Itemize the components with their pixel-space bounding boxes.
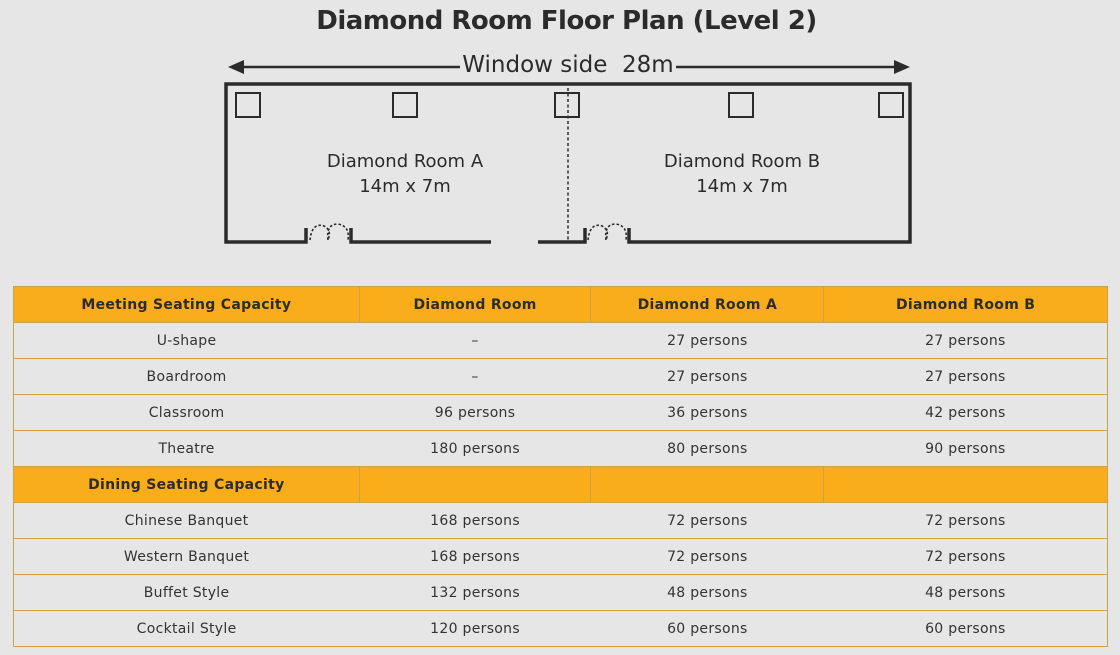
table-cell: 96 persons xyxy=(359,395,591,431)
window-side-label: Window side 28m xyxy=(462,52,674,78)
table-row xyxy=(14,539,1108,575)
meeting-header-label: Meeting Seating Capacity xyxy=(14,287,360,323)
table-row xyxy=(14,395,1108,431)
room-a-size: 14m x 7m xyxy=(359,176,451,197)
row-label: Buffet Style xyxy=(14,575,360,611)
dining-header-empty xyxy=(824,467,1108,503)
table-cell: 72 persons xyxy=(824,539,1108,575)
column-header-diamond-room: Diamond Room xyxy=(359,287,591,323)
table-cell: 72 persons xyxy=(824,503,1108,539)
table-cell: 48 persons xyxy=(824,575,1108,611)
table-cell: 36 persons xyxy=(591,395,824,431)
column-header-diamond-room-a: Diamond Room A xyxy=(591,287,824,323)
row-label: Boardroom xyxy=(14,359,360,395)
table-cell: 72 persons xyxy=(591,539,824,575)
table-cell: 60 persons xyxy=(591,611,824,647)
table-row xyxy=(14,323,1108,359)
pillar-icon xyxy=(879,93,903,117)
row-label: Theatre xyxy=(14,431,360,467)
arrowhead-left-icon xyxy=(228,60,244,74)
table-cell: 80 persons xyxy=(591,431,824,467)
table-cell: 168 persons xyxy=(359,539,591,575)
row-label: Classroom xyxy=(14,395,360,431)
table-row xyxy=(14,575,1108,611)
page-title: Diamond Room Floor Plan (Level 2) xyxy=(316,6,817,36)
dining-header-empty xyxy=(359,467,591,503)
row-label: Western Banquet xyxy=(14,539,360,575)
pillar-icon xyxy=(236,93,260,117)
pillar-icon xyxy=(729,93,753,117)
meeting-header-row xyxy=(14,287,1108,323)
table-cell: 72 persons xyxy=(591,503,824,539)
arrowhead-right-icon xyxy=(894,60,910,74)
row-label: Chinese Banquet xyxy=(14,503,360,539)
table-row xyxy=(14,431,1108,467)
pillars xyxy=(236,93,903,117)
table-row xyxy=(14,611,1108,647)
table-cell: 132 persons xyxy=(359,575,591,611)
table-cell: 27 persons xyxy=(591,323,824,359)
table-cell: 27 persons xyxy=(591,359,824,395)
row-label: U-shape xyxy=(14,323,360,359)
room-b-name: Diamond Room B xyxy=(663,151,821,172)
room-a-name: Diamond Room A xyxy=(326,151,484,172)
table-cell: 27 persons xyxy=(824,359,1108,395)
row-label: Cocktail Style xyxy=(14,611,360,647)
table-cell: 120 persons xyxy=(359,611,591,647)
pillar-icon xyxy=(393,93,417,117)
table-cell: 60 persons xyxy=(824,611,1108,647)
table-cell: 168 persons xyxy=(359,503,591,539)
table-cell: 48 persons xyxy=(591,575,824,611)
table-cell: – xyxy=(359,359,591,395)
column-header-diamond-room-b: Diamond Room B xyxy=(824,287,1108,323)
table-cell: 90 persons xyxy=(824,431,1108,467)
table-cell: – xyxy=(359,323,591,359)
table-cell: 42 persons xyxy=(824,395,1108,431)
dining-header-label: Dining Seating Capacity xyxy=(14,467,360,503)
door-icon xyxy=(310,224,348,240)
capacity-table xyxy=(13,286,1108,647)
floor-plan xyxy=(0,0,1120,270)
table-cell: 27 persons xyxy=(824,323,1108,359)
door-icon xyxy=(588,224,626,240)
table-cell: 180 persons xyxy=(359,431,591,467)
table-row xyxy=(14,503,1108,539)
dining-header-empty xyxy=(591,467,824,503)
dining-header-row xyxy=(14,467,1108,503)
pillar-icon xyxy=(555,93,579,117)
table-row xyxy=(14,359,1108,395)
room-b-size: 14m x 7m xyxy=(696,176,788,197)
